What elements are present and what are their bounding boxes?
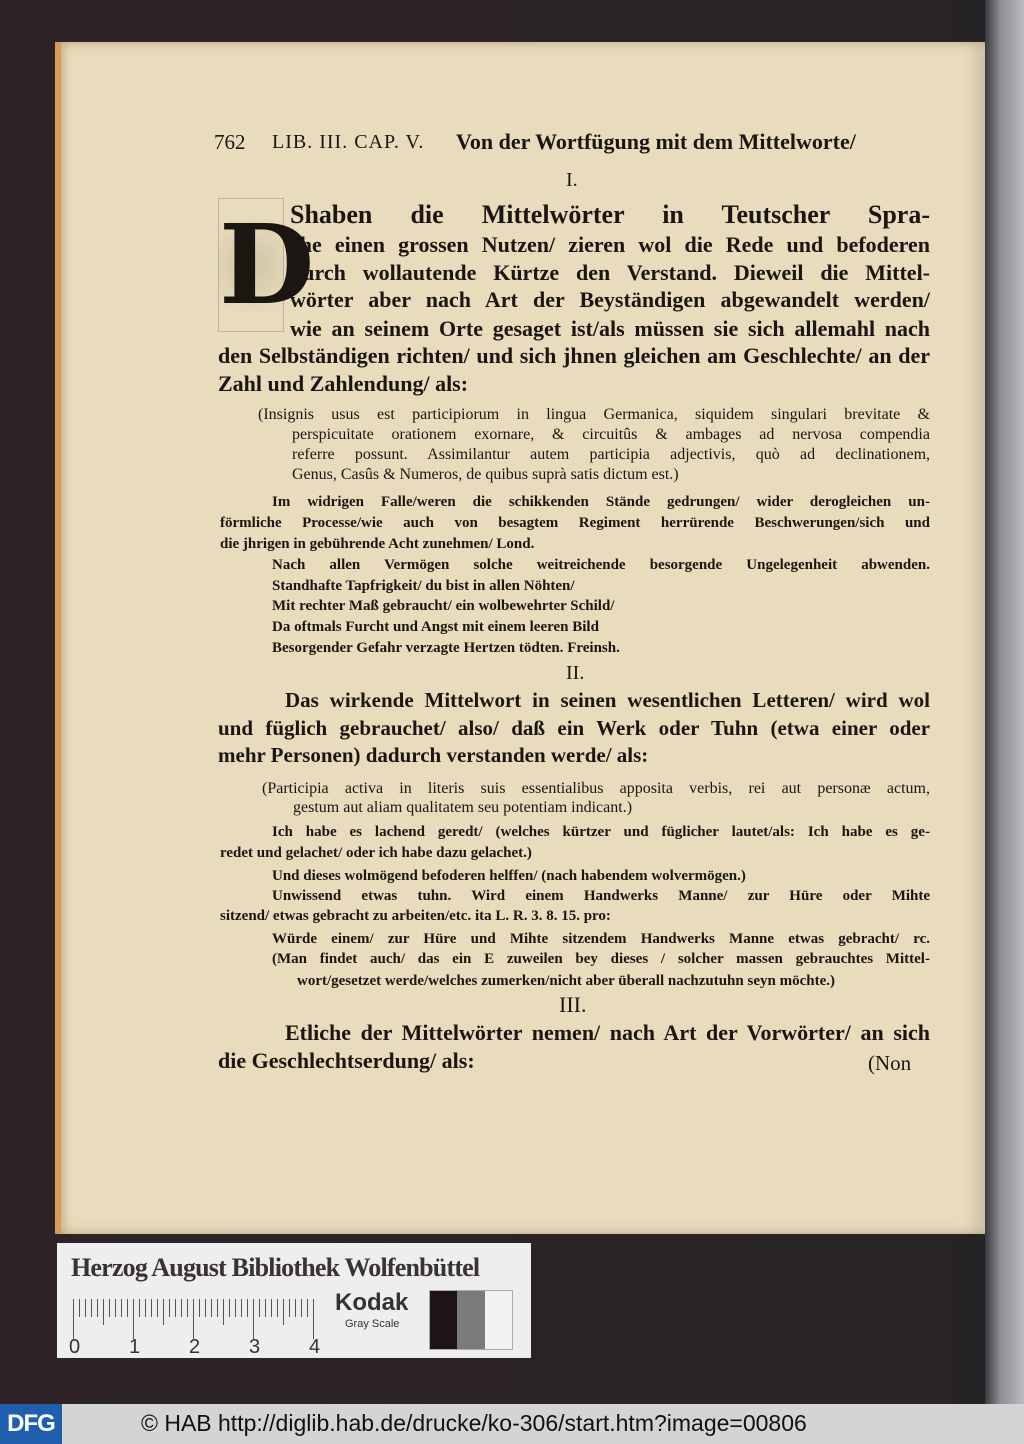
ruler-tick bbox=[79, 1299, 80, 1317]
section-number: II. bbox=[566, 662, 585, 684]
ruler-tick bbox=[289, 1299, 290, 1317]
ruler-tick bbox=[247, 1299, 248, 1317]
example-line: Würde einem/ zur Hüre und Mihte sitzendem Handwerks Manne etwas gebracht/ rc. bbox=[272, 931, 931, 947]
paragraph-line: Shaben die Mittelwörter in Teutscher Spra- bbox=[290, 200, 931, 229]
swatch-gray bbox=[457, 1291, 484, 1349]
ruler-tick bbox=[133, 1299, 134, 1339]
copyright-link[interactable]: © HAB http://diglib.hab.de/drucke/ko-306/start.htm?image=00806 bbox=[141, 1410, 807, 1436]
ruler-tick bbox=[85, 1299, 86, 1317]
library-name: Herzog August Bibliothek Wolfenbüttel bbox=[71, 1253, 480, 1282]
ruler-tick bbox=[127, 1299, 128, 1317]
ruler-number: 4 bbox=[309, 1336, 321, 1358]
ruler-tick bbox=[157, 1299, 158, 1317]
example-line: Im widrigen Falle/weren die schikkenden Stände gedrungen/ wider derogleichen un- bbox=[272, 494, 930, 510]
ruler-number: 2 bbox=[189, 1336, 201, 1358]
ruler-tick bbox=[283, 1299, 284, 1325]
gray-scale-swatches bbox=[429, 1290, 513, 1350]
paragraph-line: wörter aber nach Art der Beyständigen abgewandelt werden/ bbox=[290, 287, 930, 312]
paragraph-line: und füglich gebrauchet/ also/ daß ein Werk oder Tuhn (etwa einer oder bbox=[218, 716, 931, 740]
ruler-tick bbox=[193, 1299, 194, 1339]
paragraph-line: durch wollautende Kürtze den Verstand. Dieweil die Mittel- bbox=[290, 260, 931, 285]
paragraph-line: Das wirkende Mittelwort in seinen wesentlichen Letteren/ wird wol bbox=[285, 688, 931, 712]
library-label bbox=[57, 1243, 531, 1358]
ruler-tick bbox=[109, 1299, 110, 1317]
ruler-number: 1 bbox=[129, 1336, 141, 1358]
ruler-number: 3 bbox=[249, 1336, 261, 1358]
swatch-white bbox=[485, 1291, 512, 1349]
running-title: Von der Wortfügung mit dem Mittelworte/ bbox=[456, 129, 856, 154]
kodak-logo: Kodak bbox=[335, 1289, 409, 1316]
latin-line: gestum aut aliam qualitatem seu potentiam indicant.) bbox=[293, 799, 633, 816]
swatch-black bbox=[430, 1291, 457, 1349]
paragraph-line: wie an seinem Orte gesaget ist/als müssen sie sich allemahl nach bbox=[290, 316, 931, 341]
decorated-initial: D bbox=[218, 198, 284, 332]
ruler-tick bbox=[277, 1299, 278, 1317]
paragraph-line: mehr Personen) dadurch verstanden werde/ als: bbox=[218, 743, 649, 767]
ruler-tick bbox=[295, 1299, 296, 1317]
ruler-tick bbox=[205, 1299, 206, 1317]
ruler-tick bbox=[259, 1299, 260, 1317]
example-line: sitzend/ etwas gebracht zu arbeiten/etc. ita L. R. 3. 8. 15. pro: bbox=[220, 908, 611, 924]
ruler-tick bbox=[235, 1299, 236, 1317]
example-line: Ich habe es lachend geredt/ (welches kürtzer und füglicher lautet/als: Ich habe es ge- bbox=[272, 824, 930, 840]
gray-scale-label: Gray Scale bbox=[345, 1318, 400, 1330]
ruler-tick bbox=[163, 1299, 164, 1325]
ruler-tick bbox=[175, 1299, 176, 1317]
ruler-tick bbox=[97, 1299, 98, 1317]
ruler-number: 0 bbox=[69, 1336, 81, 1358]
ruler-scale bbox=[69, 1295, 321, 1358]
latin-line: (Participia activa in literis suis essentialibus apposita verbis, rei aut personæ actum, bbox=[262, 780, 930, 797]
ruler-tick bbox=[217, 1299, 218, 1317]
ruler-tick bbox=[301, 1299, 302, 1317]
book-chapter: LIB. III. CAP. V. bbox=[272, 131, 425, 153]
section-number: III. bbox=[559, 992, 587, 1017]
ruler-tick bbox=[265, 1299, 266, 1317]
example-line: wort/gesetzet werde/welches zumerken/nicht aber überall nachzutuhn seyn möchte.) bbox=[297, 973, 835, 989]
ruler-tick bbox=[223, 1299, 224, 1325]
ruler-tick bbox=[103, 1299, 104, 1325]
ruler-tick bbox=[73, 1299, 74, 1339]
ruler-tick bbox=[187, 1299, 188, 1317]
ruler-tick bbox=[181, 1299, 182, 1317]
paragraph-line: den Selbständigen richten/ und sich jhnen gleichen am Geschlechte/ an der bbox=[218, 343, 930, 368]
ruler-tick bbox=[145, 1299, 146, 1317]
ruler-tick bbox=[271, 1299, 272, 1317]
paragraph-line: Zahl und Zahlendung/ als: bbox=[218, 371, 469, 396]
ruler-tick bbox=[169, 1299, 170, 1317]
example-line: die jhrigen in gebührende Acht zunehmen/ Lond. bbox=[220, 536, 535, 552]
ruler-tick bbox=[229, 1299, 230, 1317]
paragraph-line: Etliche der Mittelwörter nemen/ nach Art der Vorwörter/ an sich bbox=[285, 1020, 931, 1045]
example-line: Nach allen Vermögen solche weitreichende besorgende Ungelegenheit abwenden. bbox=[272, 557, 930, 573]
footer-bar bbox=[0, 1404, 1024, 1444]
example-line: Unwissend etwas tuhn. Wird einem Handwerks Manne/ zur Hüre oder Mihte bbox=[272, 888, 931, 904]
ruler-tick bbox=[199, 1299, 200, 1317]
ruler-tick bbox=[121, 1299, 122, 1317]
ruler-tick bbox=[313, 1299, 314, 1339]
latin-line: Genus, Casûs & Numeros, de quibus suprà satis dictum est.) bbox=[292, 466, 679, 483]
example-line: Und dieses wolmögend befoderen helffen/ (nach habendem wolvermögen.) bbox=[272, 868, 746, 884]
example-line: Mit rechter Maß gebraucht/ ein wolbewehrter Schild/ bbox=[272, 598, 615, 614]
ruler-tick bbox=[241, 1299, 242, 1317]
latin-line: (Insignis usus est participiorum in lingua Germanica, siquidem singulari brevitate & bbox=[258, 406, 930, 423]
ruler-tick bbox=[253, 1299, 254, 1339]
page-number: 762 bbox=[214, 130, 246, 154]
ruler-tick bbox=[139, 1299, 140, 1317]
ruler-tick bbox=[211, 1299, 212, 1317]
paragraph-line: die Geschlechtserdung/ als: bbox=[218, 1048, 475, 1073]
example-line: Besorgender Gefahr verzagte Hertzen tödten. Freinsh. bbox=[272, 640, 620, 656]
example-line: (Man findet auch/ das ein E zuweilen bey dieses / solcher massen gebrauchtes Mittel- bbox=[272, 951, 930, 967]
dfg-logo: DFG bbox=[0, 1404, 62, 1444]
paragraph-line: che einen grossen Nutzen/ zieren wol die Rede und befoderen bbox=[290, 232, 931, 257]
example-line: redet und gelachet/ oder ich habe dazu gelachet.) bbox=[220, 845, 532, 861]
catchword: (Non bbox=[868, 1051, 912, 1075]
ruler-tick bbox=[115, 1299, 116, 1317]
example-line: Standhafte Tapfrigkeit/ du bist in allen Nöhten/ bbox=[272, 578, 575, 594]
ruler-tick bbox=[307, 1299, 308, 1317]
example-line: förmliche Processe/wie auch von besagtem Regiment herrürende Beschwerungen/sich und bbox=[220, 515, 930, 531]
latin-line: referre possunt. Assimilantur autem participia adjectivis, quò ad declinationem, bbox=[292, 446, 931, 463]
section-number: I. bbox=[566, 169, 578, 191]
ruler-tick bbox=[151, 1299, 152, 1317]
example-line: Da oftmals Furcht und Angst mit einem leeren Bild bbox=[272, 619, 599, 635]
latin-line: perspicuitate orationem exornare, & circuitûs & ambages ad nervosa compendia bbox=[292, 426, 930, 443]
ruler-tick bbox=[91, 1299, 92, 1317]
adjacent-page-edge bbox=[985, 0, 1024, 1404]
